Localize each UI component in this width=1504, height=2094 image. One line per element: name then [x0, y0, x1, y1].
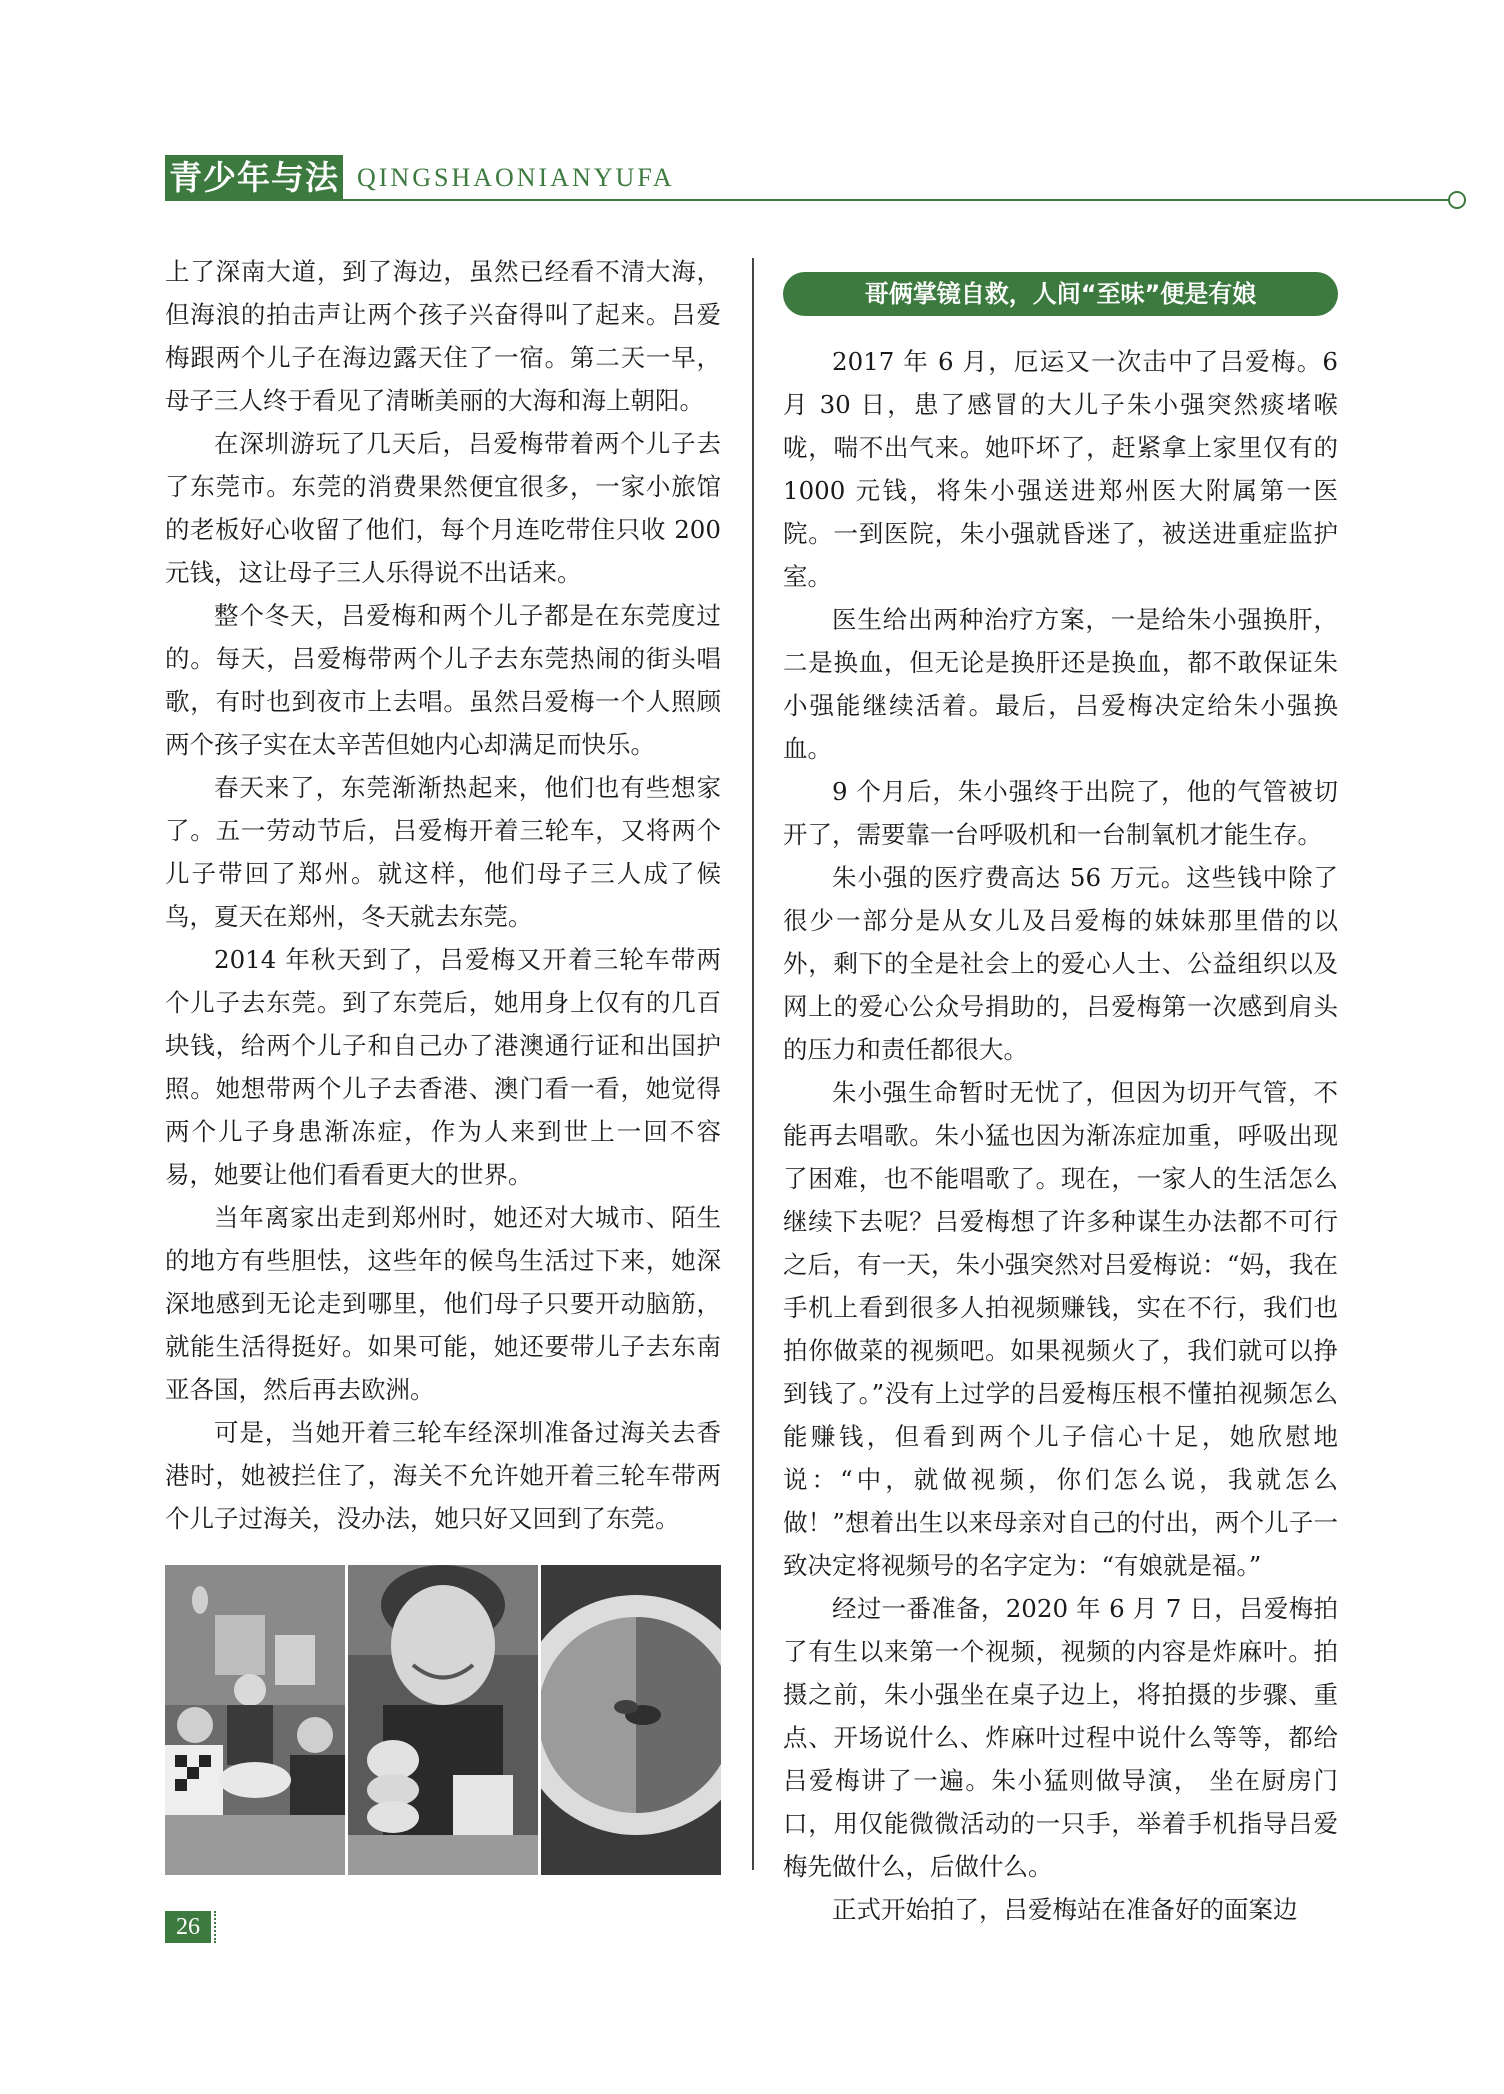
family-photo [165, 1565, 345, 1875]
paragraph: 朱小强生命暂时无忧了，但因为切开气管，不能再去唱歌。朱小猛也因为渐冻症加重，呼吸出现了困难，也不能唱歌了。现在，一家人的生活怎么继续下去呢？吕爱梅想了许多种谋生办法都不可行之后，有一天，朱小强突然对吕爱梅说：“妈，我在手机上看到很多人拍视频赚钱，实在不行，我们也拍你做菜的视频吧。如果视频火了，我们就可以挣到钱了。”没有上过学的吕爱梅压根不懂拍视频怎么能赚钱，但看到两个儿子信心十足，她欣慰地说：“中，就做视频，你们怎么说，我就怎么做！”想着出生以来母亲对自己的付出，两个儿子一致决定将视频号的名字定为：“有娘就是福。” [783, 1078, 1338, 1580]
paragraph: 春天来了，东莞渐渐热起来，他们也有些想家了。五一劳动节后，吕爱梅开着三轮车，又将两个儿子带回了郑州。就这样，他们母子三人成了候鸟，夏天在郑州，冬天就去东莞。 [165, 773, 721, 931]
photo-strip [165, 1565, 721, 1875]
paragraph: 医生给出两种治疗方案，一是给朱小强换肝，二是换血，但无论是换肝还是换血，都不敢保证朱小强能继续活着。最后，吕爱梅决定给朱小强换血。 [783, 605, 1338, 763]
header-rule-end-circle [1448, 191, 1466, 209]
running-header [165, 155, 1305, 205]
column-divider [752, 258, 754, 1870]
paragraph: 可是，当她开着三轮车经深圳准备过海关去香港时，她被拦住了，海关不允许她开着三轮车带两个儿子过海关，没办法，她只好又回到了东莞。 [165, 1418, 721, 1533]
paragraph: 9 个月后，朱小强终于出院了，他的气管被切开了，需要靠一台呼吸机和一台制氧机才能生存。 [783, 777, 1338, 849]
paragraph: 正式开始拍了，吕爱梅站在准备好的面案边 [832, 1895, 1298, 1924]
paragraph: 在深圳游玩了几天后，吕爱梅带着两个儿子去了东莞市。东莞的消费果然便宜很多，一家小旅馆的老板好心收留了他们，每个月连吃带住只收 200 元钱，这让母子三人乐得说不出话来。 [165, 429, 721, 587]
paragraph: 2014 年秋天到了，吕爱梅又开着三轮车带两个儿子去东莞。到了东莞后，她用身上仅有的几百块钱，给两个儿子和自己办了港澳通行证和出国护照。她想带两个儿子去香港、澳门看一看，她觉得两个儿子身患渐冻症，作为人来到世上一回不容易，她要让他们看看更大的世界。 [165, 945, 721, 1189]
mother-with-food-photo [348, 1565, 538, 1875]
column-title: 青少年与法 [165, 155, 343, 201]
paragraph: 朱小强的医疗费高达 56 万元。这些钱中除了很少一部分是从女儿及吕爱梅的妹妹那里借的以外，剩下的全是社会上的爱心人士、公益组织以及网上的爱心公众号捐助的，吕爱梅第一次感到肩头的压力和责任都很大。 [783, 863, 1338, 1064]
column-title-pinyin: QINGSHAONIANYUFA [357, 163, 675, 192]
right-column [783, 340, 1338, 1931]
header-rule [343, 199, 1453, 201]
paragraph: 2017 年 6 月，厄运又一次击中了吕爱梅。6 月 30 日，患了感冒的大儿子朱小强突然痰堵喉咙，喘不出气来。她吓坏了，赶紧拿上家里仅有的 1000 元钱，将朱小强送进郑州医大附属第一医院。一到医院，朱小强就昏迷了，被送进重症监护室。 [783, 347, 1338, 591]
page-number-tick [214, 1911, 218, 1943]
left-column [165, 250, 721, 1540]
paragraph: 经过一番准备，2020 年 6 月 7 日，吕爱梅拍了有生以来第一个视频，视频的内容是炸麻叶。拍摄之前，朱小强坐在桌子边上，将拍摄的步骤、重点、开场说什么、炸麻叶过程中说什么等等，都给吕爱梅讲了一遍。朱小猛则做导演， 坐在厨房门口，用仅能微微活动的一只手，举着手机指导吕爱梅先做什么，后做什么。 [783, 1594, 1338, 1881]
page-number: 26 [165, 1911, 211, 1943]
paragraph: 整个冬天，吕爱梅和两个儿子都是在东莞度过的。每天，吕爱梅带两个儿子去东莞热闹的街头唱歌，有时也到夜市上去唱。虽然吕爱梅一个人照顾两个孩子实在太辛苦但她内心却满足而快乐。 [165, 601, 721, 759]
paragraph: 上了深南大道，到了海边，虽然已经看不清大海，但海浪的拍击声让两个孩子兴奋得叫了起来。吕爱梅跟两个儿子在海边露天住了一宿。第二天一早，母子三人终于看见了清晰美丽的大海和海上朝阳。 [165, 257, 721, 415]
section-heading: 哥俩掌镜自救，人间“至味”便是有娘 [783, 272, 1338, 316]
paragraph: 当年离家出走到郑州时，她还对大城市、陌生的地方有些胆怯，这些年的候鸟生活过下来，她深深地感到无论走到哪里，他们母子只要开动脑筋，就能生活得挺好。如果可能，她还要带儿子去东南亚各国，然后再去欧洲。 [165, 1203, 721, 1404]
dessert-bowl-photo [541, 1565, 721, 1875]
